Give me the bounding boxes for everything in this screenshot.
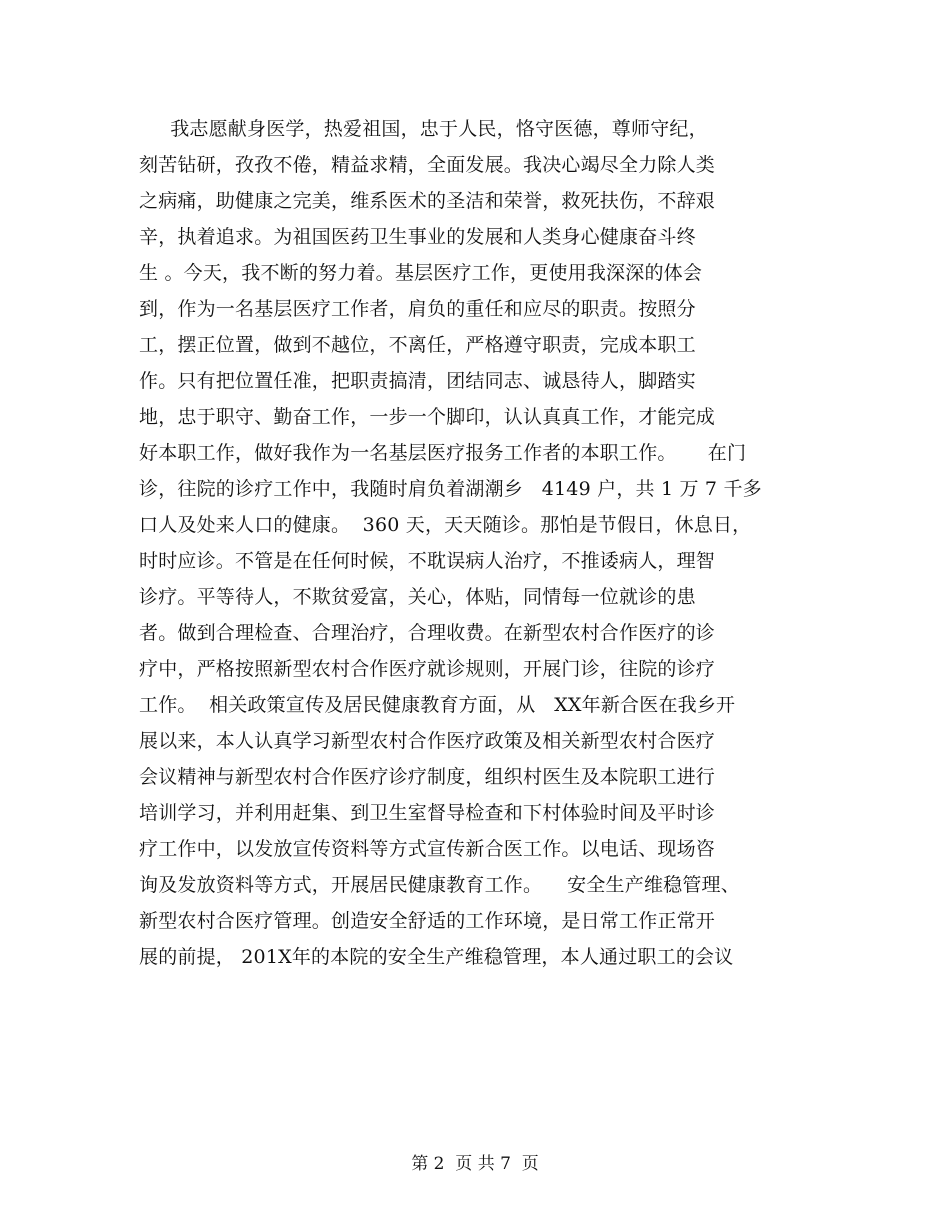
text-line: 到，作为一名基层医疗工作者，肩负的重任和应尽的职责。按照分 <box>139 298 696 320</box>
page-number-footer: 第 2 页 共 7 页 <box>411 1154 539 1174</box>
text-line: 工作。 相关政策宣传及居民健康教育方面，从 XX年新合医在我乡开 <box>139 694 736 716</box>
text-line: 工，摆正位置，做到不越位，不离任，严格遵守职责，完成本职工 <box>139 334 696 356</box>
text-line: 诊疗。平等待人，不欺贫爱富，关心，体贴，同情每一位就诊的患 <box>139 586 696 608</box>
text-line: 会议精神与新型农村合作医疗诊疗制度，组织村医生及本院职工进行 <box>139 766 716 788</box>
text-line: 口人及处来人口的健康。 360 天，天天随诊。那怕是节假日，休息日， <box>139 514 752 536</box>
text-line: 地，忠于职守、勤奋工作，一步一个脚印，认认真真工作，才能完成 <box>139 406 716 428</box>
text-line: 我志愿献身医学，热爱祖国，忠于人民，恪守医德，尊师守纪， <box>139 118 708 140</box>
text-line: 好本职工作，做好我作为一名基层医疗报务工作者的本职工作。 在门 <box>139 442 747 464</box>
text-line: 辛，执着追求。为祖国医药卫生事业的发展和人类身心健康奋斗终 <box>139 226 696 248</box>
text-line: 作。只有把位置任准，把职责搞清，团结同志、诚恳待人，脚踏实 <box>139 370 696 392</box>
text-line: 展的前提， 201X年的本院的安全生产维稳管理，本人通过职工的会议 <box>139 946 734 968</box>
text-line: 展以来，本人认真学习新型农村合作医疗政策及相关新型农村合医疗 <box>139 730 716 752</box>
text-line: 生 。今天，我不断的努力着。基层医疗工作，更使用我深深的体会 <box>139 262 703 284</box>
text-line: 新型农村合医疗管理。创造安全舒适的工作环境，是日常工作正常开 <box>139 910 716 932</box>
text-line: 者。做到合理检查、合理治疗，合理收费。在新型农村合作医疗的诊 <box>139 622 716 644</box>
text-line: 时时应诊。不管是在任何时候，不耽误病人治疗，不推诿病人，理智 <box>139 550 716 572</box>
text-line: 刻苦钻研，孜孜不倦，精益求精，全面发展。我决心竭尽全力除人类 <box>139 154 716 176</box>
text-line: 疗工作中，以发放宣传资料等方式宣传新合医工作。以电话、现场咨 <box>139 838 716 860</box>
body-text <box>139 111 839 975</box>
text-line: 培训学习，并利用赶集、到卫生室督导检查和下村体验时间及平时诊 <box>139 802 716 824</box>
text-line: 疗中，严格按照新型农村合作医疗就诊规则，开展门诊，往院的诊疗 <box>139 658 716 680</box>
text-line: 诊，往院的诊疗工作中，我随时肩负着湖潮乡 4149 户，共 1 万 7 千多 <box>139 478 762 500</box>
text-line: 询及发放资料等方式，开展居民健康教育工作。 安全生产维稳管理、 <box>139 874 740 896</box>
text-line: 之病痛，助健康之完美，维系医术的圣洁和荣誉，救死扶伤，不辞艰 <box>139 190 716 212</box>
